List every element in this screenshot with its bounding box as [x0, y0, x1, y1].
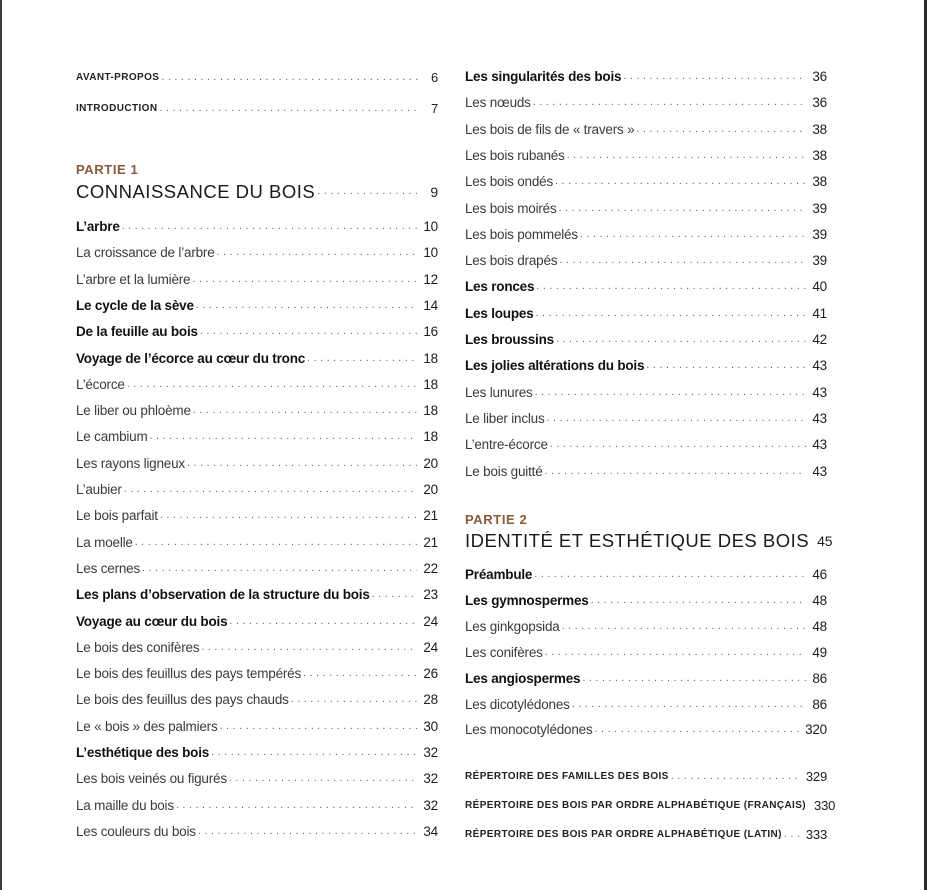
leader-dots [303, 665, 417, 683]
leader-dots [556, 331, 806, 349]
toc-entry[interactable] [465, 252, 827, 270]
leader-dots [559, 252, 806, 270]
toc-part-2-title[interactable] [465, 529, 833, 553]
toc-entry[interactable] [76, 455, 438, 473]
toc-entry[interactable] [465, 618, 827, 636]
toc-entry[interactable] [465, 592, 827, 610]
toc-entry[interactable] [76, 823, 438, 841]
toc-entry-label: Les bois de fils de « travers » [465, 121, 635, 137]
leader-dots [550, 436, 807, 454]
toc-entry-page: 329 [805, 769, 827, 784]
toc-entry[interactable] [76, 244, 438, 262]
toc-entry[interactable] [76, 534, 438, 552]
toc-entry-label: Les nœuds [465, 95, 531, 111]
leader-dots [229, 770, 417, 788]
toc-entry[interactable] [465, 670, 827, 688]
leader-dots [211, 744, 417, 762]
page-edge-left [0, 0, 2, 890]
toc-entry-page: 30 [423, 718, 438, 734]
toc-entry[interactable] [76, 744, 438, 762]
toc-entry-label: Le bois des conifères [76, 639, 200, 655]
toc-entry-label: Les bois moirés [465, 200, 557, 216]
toc-entry-page: 38 [812, 147, 827, 163]
toc-entry-page: 320 [805, 722, 827, 738]
toc-entry-page: 32 [423, 745, 438, 760]
toc-entry-label: Les loupes [465, 305, 534, 321]
toc-entry[interactable] [465, 68, 827, 86]
toc-entry-page: 48 [812, 618, 827, 634]
toc-entry[interactable] [465, 826, 827, 844]
toc-entry[interactable] [76, 323, 438, 341]
toc-entry-page: 24 [423, 613, 438, 629]
leader-dots [201, 639, 417, 657]
toc-entry[interactable] [76, 376, 438, 394]
leader-dots [555, 173, 806, 191]
toc-entry[interactable] [465, 436, 827, 454]
leader-dots [122, 218, 418, 236]
toc-entry[interactable] [76, 428, 438, 446]
toc-entry-page: 14 [423, 297, 438, 313]
leader-dots [784, 826, 800, 844]
toc-entry[interactable] [76, 218, 438, 236]
toc-entry-page: 39 [812, 200, 827, 216]
toc-entry-page: 41 [812, 305, 827, 321]
toc-entry[interactable] [76, 481, 438, 499]
leader-dots [572, 696, 807, 714]
toc-entry-label: Les lunures [465, 384, 533, 400]
toc-entry-label: Le bois guitté [465, 463, 543, 479]
toc-entry[interactable] [465, 357, 827, 375]
toc-entry-page: 18 [423, 403, 438, 419]
toc-entry[interactable] [76, 350, 438, 368]
toc-entry[interactable] [465, 797, 836, 815]
leader-dots [567, 147, 807, 165]
toc-entry-page: 18 [423, 350, 438, 366]
toc-entry-avant-propos[interactable] [76, 69, 438, 87]
toc-entry-label: Le liber ou phloème [76, 403, 191, 419]
toc-entry[interactable] [465, 121, 827, 139]
leader-dots [160, 507, 418, 525]
leader-dots [562, 618, 807, 636]
toc-entry-label: L’arbre et la lumière [76, 271, 191, 287]
leader-dots [636, 121, 806, 139]
leader-dots [229, 613, 417, 631]
toc-entry-page: 7 [430, 101, 438, 116]
toc-entry[interactable] [465, 94, 827, 112]
toc-entry-label: INTRODUCTION [76, 103, 158, 114]
leader-dots [535, 384, 807, 402]
toc-entry-label: Les ginkgopsida [465, 618, 560, 634]
toc-entry-page: 18 [423, 429, 438, 445]
leader-dots [536, 278, 806, 296]
toc-entry-label: Les conifères [465, 644, 543, 660]
toc-entry[interactable] [76, 297, 438, 315]
toc-entry-label: Voyage au cœur du bois [76, 613, 228, 629]
leader-dots [142, 560, 417, 578]
toc-entry-page: 43 [812, 358, 827, 374]
leader-dots [545, 463, 807, 481]
toc-entry[interactable] [465, 384, 827, 402]
toc-entry-label: Les bois veinés ou figurés [76, 771, 227, 787]
toc-entry-page: 22 [423, 560, 438, 576]
toc-entry-label: RÉPERTOIRE DES BOIS PAR ORDRE ALPHABÉTIQUE (LATIN) [465, 829, 782, 840]
toc-entry-page: 43 [812, 410, 827, 426]
toc-entry-label: L’écorce [76, 376, 125, 392]
toc-entry-label: Les rayons ligneux [76, 455, 185, 471]
leader-dots [533, 94, 807, 112]
toc-entry-label: Le liber inclus [465, 410, 545, 426]
toc-entry-label: La maille du bois [76, 797, 174, 813]
leader-dots [124, 481, 418, 499]
leader-dots [307, 350, 417, 368]
toc-entry[interactable] [465, 463, 827, 481]
toc-entry[interactable] [76, 507, 438, 525]
leader-dots [159, 100, 418, 118]
toc-entry-label: Les singularités des bois [465, 69, 622, 84]
toc-entry-page: 86 [812, 696, 827, 712]
toc-entry-page: 45 [817, 533, 833, 549]
leader-dots [646, 357, 806, 375]
toc-entry[interactable] [76, 586, 438, 604]
toc-entry-label: Les jolies altérations du bois [465, 358, 645, 374]
toc-entry-label: Les monocotylédones [465, 722, 593, 738]
toc-entry-page: 333 [805, 827, 827, 842]
toc-entry-page: 42 [812, 332, 827, 347]
toc-entry[interactable] [465, 644, 827, 662]
toc-entry-page: 36 [812, 69, 827, 84]
toc-entry-page: 330 [814, 798, 836, 813]
toc-entry[interactable] [465, 200, 827, 218]
toc-entry-page: 36 [812, 95, 827, 111]
leader-dots [198, 823, 418, 841]
leader-dots [176, 797, 417, 815]
toc-entry[interactable] [76, 691, 438, 709]
leader-dots [595, 721, 800, 739]
toc-entry[interactable] [465, 721, 827, 739]
toc-entry-page: 38 [812, 174, 827, 190]
toc-entry-page: 43 [812, 384, 827, 400]
toc-entry-label: Les bois rubanés [465, 147, 565, 163]
toc-entry-page: 10 [423, 245, 438, 261]
leader-dots [196, 297, 418, 315]
part-1-label: PARTIE 1 [76, 162, 139, 177]
leader-dots [161, 69, 418, 87]
leader-dots [536, 305, 807, 323]
toc-entry-label: Les broussins [465, 332, 554, 347]
leader-dots [534, 566, 806, 584]
part-title: IDENTITÉ ET ESTHÉTIQUE DES BOIS [465, 530, 810, 551]
leader-dots [671, 768, 800, 786]
leader-dots [193, 402, 418, 420]
toc-entry-page: 39 [812, 226, 827, 242]
toc-entry[interactable] [465, 278, 827, 296]
toc-entry-label: Les plans d’observation de la structure du bois [76, 587, 370, 603]
toc-entry[interactable] [76, 797, 438, 815]
toc-entry[interactable] [465, 147, 827, 165]
toc-entry-label: Les couleurs du bois [76, 823, 196, 839]
toc-entry[interactable] [465, 566, 827, 584]
toc-entry[interactable] [76, 560, 438, 578]
toc-entry-page: 16 [423, 324, 438, 340]
leader-dots [192, 271, 417, 289]
toc-entry-page: 43 [812, 463, 827, 479]
toc-entry-label: RÉPERTOIRE DES BOIS PAR ORDRE ALPHABÉTIQUE (FRANÇAIS) [465, 800, 807, 811]
toc-entry-label: Le bois des feuillus des pays chauds [76, 692, 289, 708]
toc-entry-page: 39 [812, 253, 827, 269]
toc-entry-page: 20 [423, 482, 438, 497]
leader-dots [580, 226, 806, 244]
toc-entry-page: 32 [423, 797, 438, 813]
toc-entry-page: 12 [423, 271, 438, 287]
toc-entry-label: Préambule [465, 567, 533, 582]
leader-dots [545, 644, 807, 662]
toc-entry-label: Voyage de l’écorce au cœur du tronc [76, 350, 306, 366]
toc-entry[interactable] [465, 696, 827, 714]
part-2-label: PARTIE 2 [465, 512, 528, 527]
toc-entry-page: 6 [430, 70, 438, 85]
toc-entry-label: Le bois parfait [76, 508, 158, 524]
toc-entry[interactable] [465, 410, 827, 428]
toc-entry-page: 21 [423, 534, 438, 550]
toc-entry-label: L’aubier [76, 482, 122, 497]
toc-entry-page: 49 [812, 644, 827, 660]
toc-entry-label: Les dicotylédones [465, 696, 570, 712]
toc-entry-page: 32 [423, 771, 438, 787]
toc-entry-page: 28 [423, 692, 438, 708]
toc-entry[interactable] [76, 770, 438, 788]
toc-entry-page: 21 [423, 508, 438, 524]
toc-part-1-title[interactable] [76, 180, 438, 204]
leader-dots [547, 410, 807, 428]
toc-entry-label: Le « bois » des palmiers [76, 718, 218, 734]
toc-entry[interactable] [76, 639, 438, 657]
leader-dots [187, 455, 417, 473]
toc-entry-label: Le bois des feuillus des pays tempérés [76, 666, 302, 682]
toc-entry[interactable] [465, 226, 827, 244]
leader-dots [372, 586, 418, 604]
toc-entry-page: 48 [812, 592, 827, 608]
leader-dots [591, 592, 807, 610]
leader-dots [623, 68, 806, 86]
leader-dots [559, 200, 807, 218]
toc-entry-page: 43 [812, 437, 827, 453]
toc-entry-label: Les bois drapés [465, 253, 558, 269]
toc-entry-page: 23 [423, 587, 438, 603]
toc-entry-label: Les ronces [465, 279, 535, 295]
leader-dots [127, 376, 418, 394]
leader-dots [582, 670, 806, 688]
toc-entry-introduction[interactable] [76, 100, 438, 118]
toc-entry-label: L’arbre [76, 219, 120, 234]
toc-entry[interactable] [76, 271, 438, 289]
leader-dots [217, 244, 418, 262]
leader-dots [200, 323, 418, 341]
toc-entry-page: 18 [423, 376, 438, 392]
toc-entry[interactable] [465, 173, 827, 191]
toc-entry-page: 34 [423, 823, 438, 839]
toc-entry-label: La croissance de l’arbre [76, 245, 215, 261]
toc-entry-label: L’esthétique des bois [76, 745, 210, 760]
toc-entry-label: Les angiospermes [465, 670, 581, 686]
toc-entry-label: Les cernes [76, 560, 141, 576]
toc-entry-label: Les bois pommelés [465, 226, 578, 242]
toc-entry-page: 10 [423, 219, 438, 234]
toc-entry-page: 46 [812, 567, 827, 582]
toc-entry-page: 86 [812, 670, 827, 686]
toc-entry-page: 24 [423, 639, 438, 655]
leader-dots [291, 691, 418, 709]
leader-dots [317, 182, 418, 204]
toc-entry[interactable] [76, 613, 438, 631]
toc-entry-label: La moelle [76, 534, 133, 550]
toc-entry-label: L’entre-écorce [465, 437, 548, 453]
toc-entry-page: 20 [423, 455, 438, 471]
toc-entry[interactable] [465, 768, 827, 786]
toc-entry[interactable] [465, 305, 827, 323]
toc-entry-page: 26 [423, 666, 438, 682]
toc-entry-label: Les bois ondés [465, 174, 554, 190]
leader-dots [220, 718, 418, 736]
leader-dots [150, 428, 418, 446]
toc-entry-page: 38 [812, 121, 827, 137]
toc-entry-label: Les gymnospermes [465, 592, 589, 608]
toc-entry-page: 40 [812, 279, 827, 295]
toc-entry-label: RÉPERTOIRE DES FAMILLES DES BOIS [465, 771, 669, 782]
toc-entry[interactable] [76, 402, 438, 420]
toc-entry-label: De la feuille au bois [76, 324, 198, 340]
toc-entry[interactable] [465, 331, 827, 349]
part-title: CONNAISSANCE DU BOIS [76, 181, 316, 202]
leader-dots [135, 534, 418, 552]
toc-entry-label: Le cambium [76, 429, 148, 445]
toc-entry-label: Le cycle de la sève [76, 297, 194, 313]
toc-entry[interactable] [76, 718, 438, 736]
toc-entry-label: AVANT-PROPOS [76, 72, 160, 83]
toc-entry[interactable] [76, 665, 438, 683]
toc-entry-page: 9 [430, 184, 438, 200]
